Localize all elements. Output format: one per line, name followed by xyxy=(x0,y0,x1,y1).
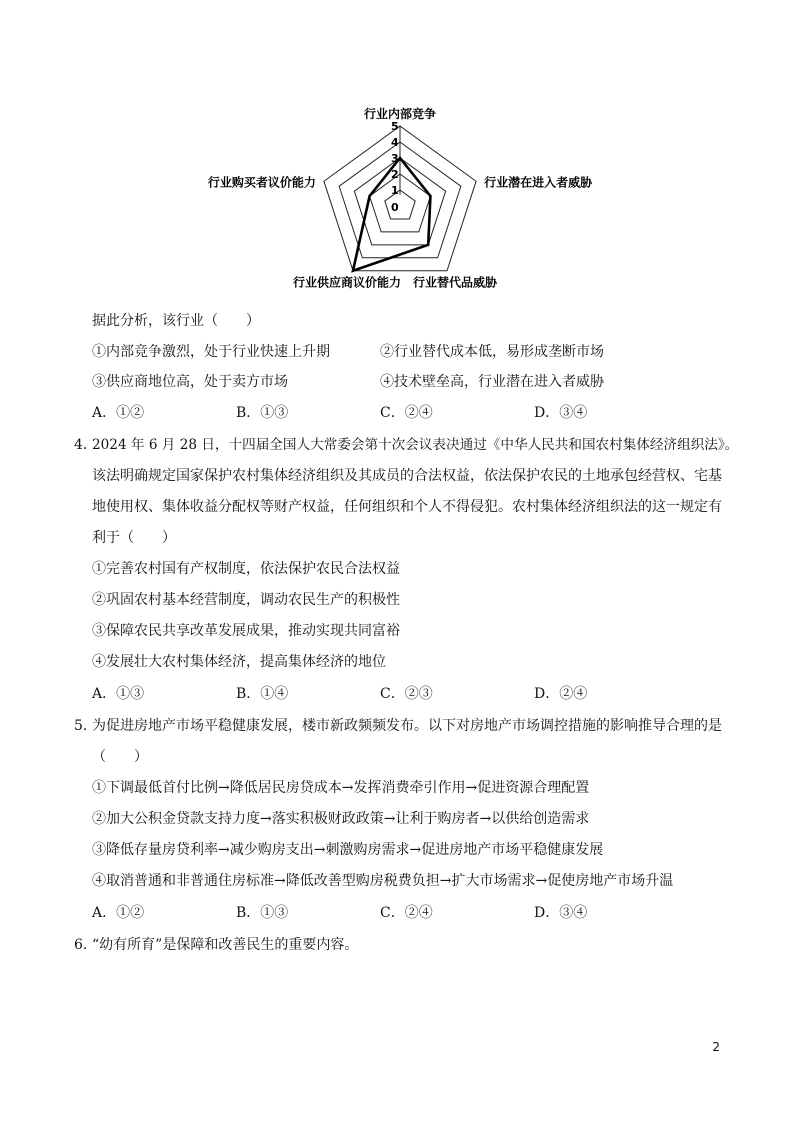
radar-axis-label-3: 行业替代品威胁 xyxy=(413,275,498,290)
q6-stem: “幼有所育”是保障和改善民生的重要内容。 xyxy=(92,937,359,953)
radar-scale-label-1: 1 xyxy=(391,184,399,197)
q5-choice-b[interactable]: B．①③ xyxy=(236,905,289,921)
q4-stem-line-3: 地使用权、集体收益分配权等财产权益，任何组织和个人不得侵犯。农村集体经济组织法的这一规定有 xyxy=(92,499,722,515)
q4-stem-line-2: 该法明确规定国家保护农村集体经济组织及其成员的合法权益，依法保护农民的土地承包经营权、宅基 xyxy=(92,468,722,484)
q4-choice-b[interactable]: B．①④ xyxy=(236,686,289,702)
q4-statement-3: ③保障农民共享改革发展成果，推动实现共同富裕 xyxy=(92,623,400,639)
q3-choice-a[interactable]: A．①② xyxy=(92,405,145,421)
q6-number: 6． xyxy=(74,937,97,953)
q4-choice-c[interactable]: C．②③ xyxy=(380,686,433,702)
q5-choice-d[interactable]: D．③④ xyxy=(534,905,588,921)
q5-choice-a[interactable]: A．①② xyxy=(92,905,145,921)
q5-statement-2: ②加大公积金贷款支持力度→落实积极财政政策→让利于购房者→以供给创造需求 xyxy=(92,811,590,827)
q4-number: 4． xyxy=(74,437,97,453)
radar-scale-label-0: 0 xyxy=(391,201,399,214)
q4-stem-line-4: 利于（ ） xyxy=(92,530,176,546)
q4-stem-line-1: 2024 年 6 月 28 日，十四届全国人大常委会第十次会议表决通过《中华人民共和国农村集体经济组织法》。 xyxy=(92,437,739,453)
q3-stem: 据此分析，该行业（ ） xyxy=(92,313,260,329)
q5-choice-c[interactable]: C．②④ xyxy=(380,905,433,921)
radar-scale-label-2: 2 xyxy=(391,168,399,181)
q5-statement-1: ①下调最低首付比例→降低居民房贷成本→发挥消费牵引作用→促进资源合理配置 xyxy=(92,780,590,796)
radar-axis-label-5: 行业购买者议价能力 xyxy=(207,175,316,190)
radar-axis-label-1: 行业内部竞争 xyxy=(363,107,437,121)
q3-statement-1: ①内部竞争激烈，处于行业快速上升期 xyxy=(92,344,330,360)
q3-statement-2: ②行业替代成本低，易形成垄断市场 xyxy=(380,344,604,360)
q5-statement-3: ③降低存量房贷利率→减少购房支出→刺激购房需求→促进房地产市场平稳健康发展 xyxy=(92,842,604,858)
q3-choice-c[interactable]: C．②④ xyxy=(380,405,433,421)
q5-number: 5． xyxy=(74,718,97,734)
radar-scale-label-4: 4 xyxy=(391,136,399,149)
radar-axis-label-2: 行业潜在进入者威胁 xyxy=(484,175,593,190)
page-number: 2 xyxy=(712,1040,720,1054)
q4-statement-1: ①完善农村国有产权制度，依法保护农民合法权益 xyxy=(92,561,400,577)
q4-choice-d[interactable]: D．②④ xyxy=(534,686,588,702)
q4-choice-a[interactable]: A．①③ xyxy=(92,686,145,702)
q4-statement-4: ④发展壮大农村集体经济，提高集体经济的地位 xyxy=(92,654,386,670)
radar-chart xyxy=(190,100,610,300)
radar-axis-label-4: 行业供应商议价能力 xyxy=(292,275,401,290)
q5-statement-4: ④取消普通和非普通住房标准→降低改善型购房税费负担→扩大市场需求→促使房地产市场升温 xyxy=(92,873,674,889)
q4-statement-2: ②巩固农村基本经营制度，调动农民生产的积极性 xyxy=(92,592,400,608)
q3-choice-b[interactable]: B．①③ xyxy=(236,405,289,421)
q5-stem-line-2: （ ） xyxy=(92,749,148,765)
q3-choice-d[interactable]: D．③④ xyxy=(534,405,588,421)
q5-stem-line-1: 为促进房地产市场平稳健康发展，楼市新政频频发布。以下对房地产市场调控措施的影响推导合理的是 xyxy=(92,718,722,734)
radar-scale-label-3: 3 xyxy=(391,152,399,165)
q3-statement-4: ④技术壁垒高，行业潜在进入者威胁 xyxy=(380,374,604,390)
radar-scale-label-5: 5 xyxy=(391,120,399,133)
q3-statement-3: ③供应商地位高，处于卖方市场 xyxy=(92,374,288,390)
